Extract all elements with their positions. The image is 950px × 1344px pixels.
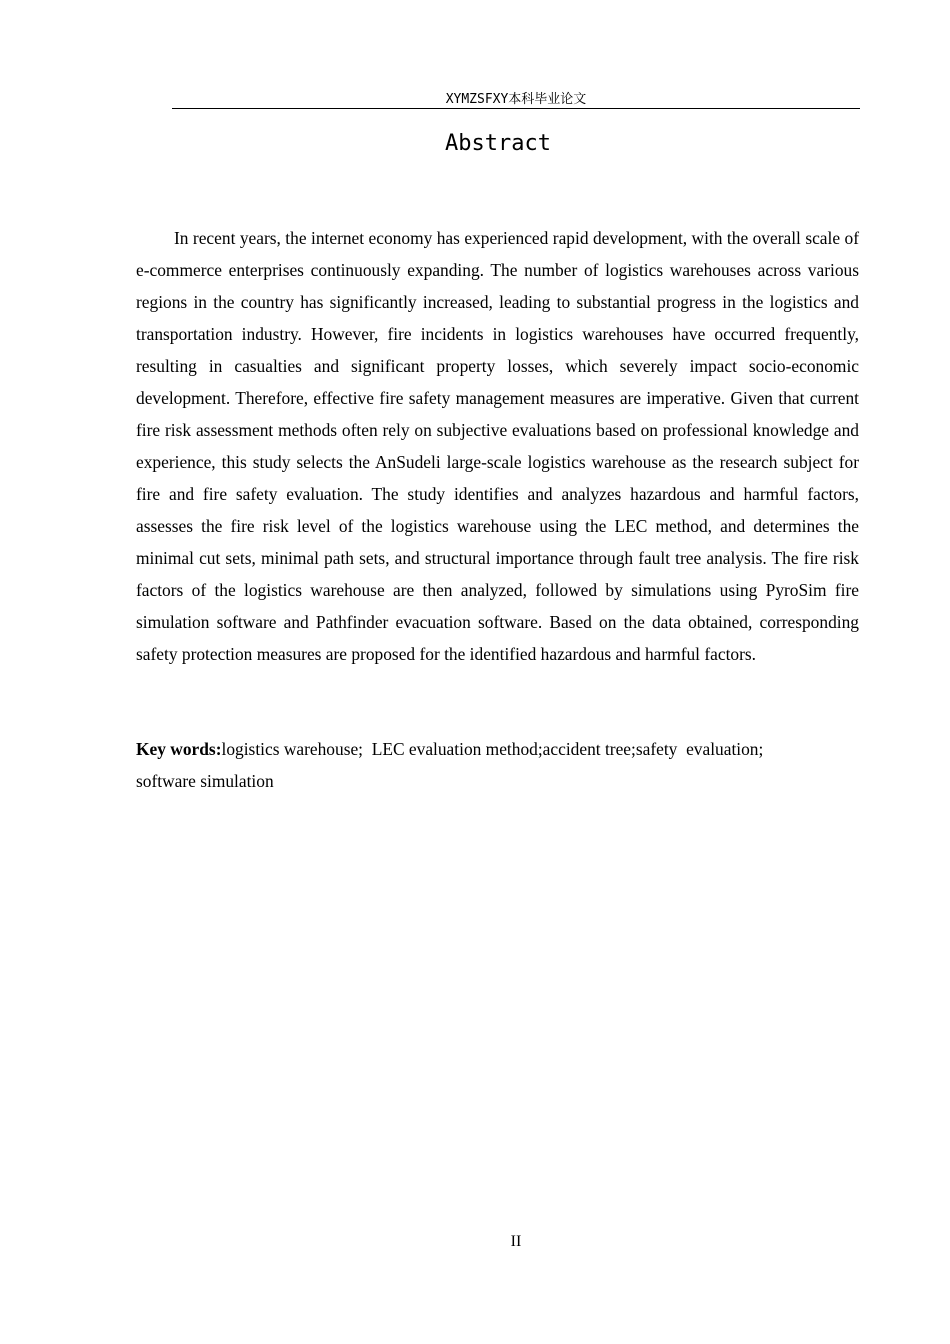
keywords-text: logistics warehouse; LEC evaluation method;accident tree;safety evaluation; software simulation (136, 739, 764, 791)
page-header: XYMZSFXY本科毕业论文 (172, 91, 860, 109)
page-number: II (510, 1233, 522, 1250)
abstract-title: Abstract (445, 131, 551, 156)
abstract-body: In recent years, the internet economy has experienced rapid development, with the overall scale of e-commerce enterprises continuously expanding. The number of logistics warehouses across various regions in the country has significantly increased, leading to substantial progress in the logistics and transportation industry. However, fire incidents in logistics warehouses have occurred frequently, resulting in casualties and significant property losses, which severely impact socio-economic development. Therefore, effective fire safety management measures are imperative. Given that current fire risk assessment methods often rely on subjective evaluations based on professional knowledge and experience, this study selects the AnSudeli large-scale logistics warehouse as the research subject for fire and fire safety evaluation. The study identifies and analyzes hazardous and harmful factors, assesses the fire risk level of the logistics warehouse using the LEC method, and determines the minimal cut sets, minimal path sets, and structural importance through fault tree analysis. The fire risk factors of the logistics warehouse are then analyzed, followed by simulations using PyroSim fire simulation software and Pathfinder evacuation software. Based on the data obtained, corresponding safety protection measures are proposed for the identified hazardous and harmful factors. (136, 228, 859, 664)
keywords-line (136, 733, 859, 797)
keywords-label: Key words: (136, 739, 222, 759)
